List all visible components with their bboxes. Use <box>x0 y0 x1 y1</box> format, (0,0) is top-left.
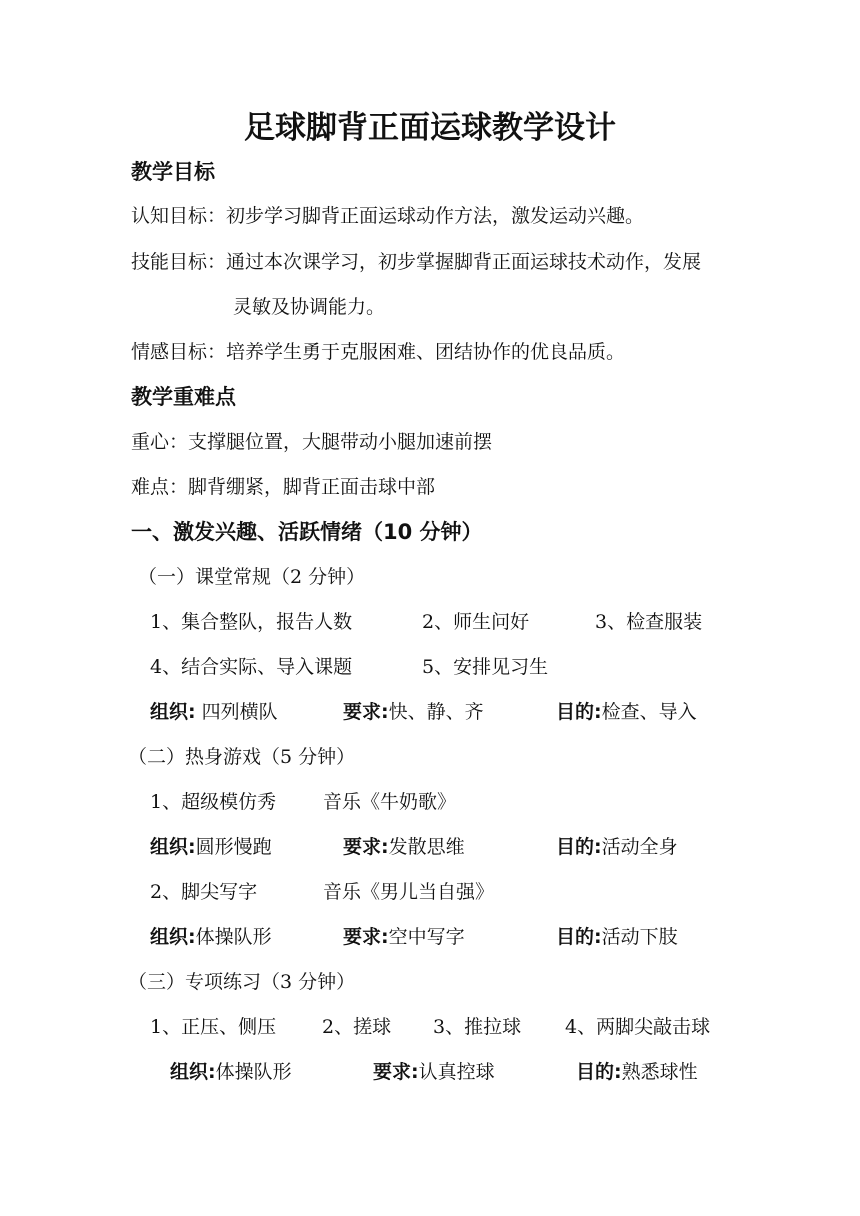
org-label: 组织: <box>150 836 196 858</box>
routine-items-row1 <box>0 610 860 634</box>
routine-item-3: 3、检查服装 <box>595 611 703 633</box>
warmup-game1-row <box>0 790 860 814</box>
req-value: 认真控球 <box>418 1061 495 1083</box>
special-heading: （三）专项练习（3 分钟） <box>128 971 356 993</box>
org-label: 组织: <box>150 926 196 948</box>
goal-label: 目的: <box>576 1061 622 1083</box>
focus-point: 重心：支撑腿位置，大腿带动小腿加速前摆 <box>131 431 493 453</box>
special-organization-row <box>0 1060 860 1084</box>
goal-value: 检查、导入 <box>601 701 697 723</box>
key-points-heading: 教学重难点 <box>131 385 236 409</box>
org-label: 组织: <box>150 701 196 723</box>
game2-organization-row <box>0 925 860 949</box>
req-value: 快、静、齐 <box>388 701 484 723</box>
req-label: 要求: <box>343 926 389 948</box>
routine-heading: （一）课堂常规（2 分钟） <box>138 566 366 588</box>
org-value: 体操队形 <box>215 1061 292 1083</box>
cognitive-objective: 认知目标：初步学习脚背正面运球动作方法，激发运动兴趣。 <box>131 205 645 227</box>
game1-name: 1、超级模仿秀 <box>150 791 277 813</box>
routine-organization-row <box>0 700 860 724</box>
org-label: 组织: <box>170 1061 216 1083</box>
routine-item-4: 4、结合实际、导入课题 <box>150 656 353 678</box>
section1-heading: 一、激发兴趣、活跃情绪（10 分钟） <box>131 520 483 544</box>
req-value: 发散思维 <box>388 836 465 858</box>
skill-objective-line2: 灵敏及协调能力。 <box>233 296 386 318</box>
routine-items-row2 <box>0 655 860 679</box>
routine-item-2: 2、师生问好 <box>422 611 530 633</box>
emotional-objective: 情感目标：培养学生勇于克服困难、团结协作的优良品质。 <box>131 341 626 363</box>
routine-item-5: 5、安排见习生 <box>422 656 549 678</box>
req-label: 要求: <box>343 836 389 858</box>
warmup-heading: （二）热身游戏（5 分钟） <box>128 746 356 768</box>
org-value: 体操队形 <box>195 926 272 948</box>
special-item-2: 2、搓球 <box>322 1016 392 1038</box>
org-value: 四列横队 <box>201 701 278 723</box>
game2-name: 2、脚尖写字 <box>150 881 258 903</box>
warmup-game2-row <box>0 880 860 904</box>
game2-music: 音乐《男儿当自强》 <box>323 881 495 903</box>
goal-label: 目的: <box>556 836 602 858</box>
req-label: 要求: <box>373 1061 419 1083</box>
objectives-heading: 教学目标 <box>131 160 215 184</box>
req-label: 要求: <box>343 701 389 723</box>
routine-item-1: 1、集合整队，报告人数 <box>150 611 353 633</box>
game1-organization-row <box>0 835 860 859</box>
document-title: 足球脚背正面运球教学设计 <box>244 110 616 146</box>
special-items-row <box>0 1015 860 1039</box>
goal-value: 熟悉球性 <box>621 1061 698 1083</box>
special-item-1: 1、正压、侧压 <box>150 1016 277 1038</box>
goal-label: 目的: <box>556 701 602 723</box>
goal-value: 活动全身 <box>601 836 678 858</box>
special-item-3: 3、推拉球 <box>433 1016 522 1038</box>
goal-value: 活动下肢 <box>601 926 678 948</box>
special-item-4: 4、两脚尖敲击球 <box>565 1016 711 1038</box>
req-value: 空中写字 <box>388 926 465 948</box>
game1-music: 音乐《牛奶歌》 <box>323 791 457 813</box>
goal-label: 目的: <box>556 926 602 948</box>
difficulty-point: 难点：脚背绷紧，脚背正面击球中部 <box>131 476 436 498</box>
org-value: 圆形慢跑 <box>195 836 272 858</box>
skill-objective-line1: 技能目标：通过本次课学习，初步掌握脚背正面运球技术动作，发展 <box>131 251 702 273</box>
